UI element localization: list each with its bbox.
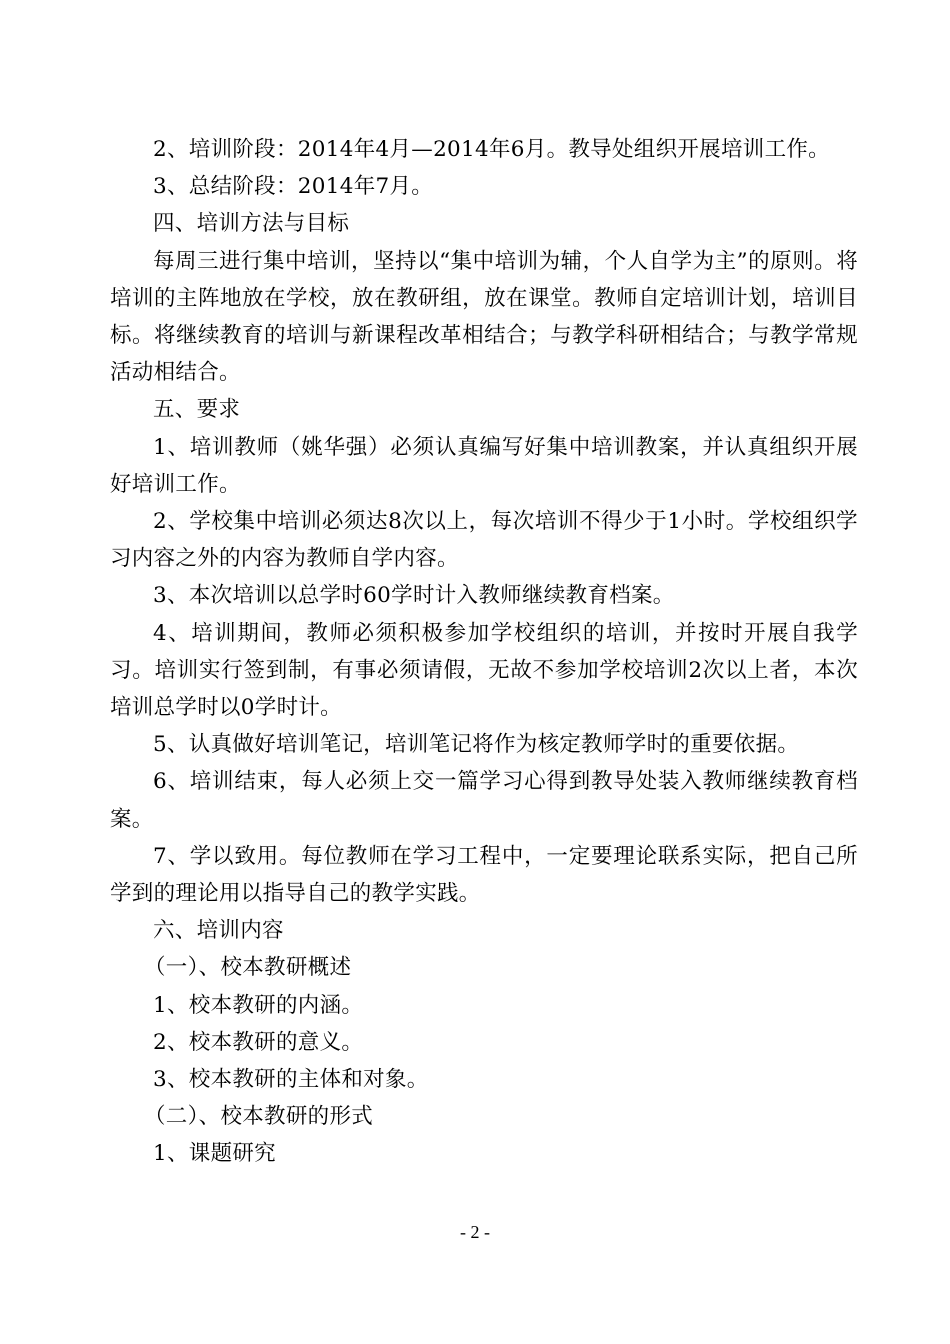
paragraph-stage-training: 2、培训阶段：2014年4月—2014年6月。教导处组织开展培训工作。: [153, 137, 830, 162]
section-heading-methods-goals: 四、培训方法与目标: [153, 211, 350, 237]
paragraph-methods-goals: 每周三进行集中培训，坚持以“集中培训为辅，个人自学为主”的原则。将培训的主阵地放在学校，放在教研组，放在课堂。教师自定培训计划，培训目标。将继续教育的培训与新课程改革相结合；与教学科研相结合；与教学常规活动相结合。: [110, 248, 858, 386]
document-body: [110, 131, 858, 1173]
section-heading-training-content: 六、培训内容: [153, 918, 284, 944]
content-item-project-research: 1、课题研究: [153, 1141, 276, 1167]
subsection-heading-forms: （二）、校本教研的形式: [144, 1104, 374, 1130]
paragraph-stage-summary: 3、总结阶段：2014年7月。: [153, 174, 434, 200]
requirement-item-2: 2、学校集中培训必须达8次以上，每次培训不得少于1小时。学校组织学习内容之外的内容为教师自学内容。: [110, 509, 858, 572]
requirement-item-7: 7、学以致用。每位教师在学习工程中，一定要理论联系实际，把自己所学到的理论用以指导自己的教学实践。: [110, 843, 858, 907]
requirement-item-4: 4、培训期间，教师必须积极参加学校组织的培训，并按时开展自我学习。培训实行签到制，有事必须请假，无故不参加学校培训2次以上者，本次培训总学时以0学时计。: [110, 620, 858, 721]
content-item-significance: 2、校本教研的意义。: [153, 1029, 364, 1055]
requirement-item-5: 5、认真做好培训笔记，培训笔记将作为核定教师学时的重要依据。: [153, 732, 800, 758]
requirement-item-6: 6、培训结束，每人必须上交一篇学习心得到教导处装入教师继续教育档案。: [110, 769, 858, 832]
section-heading-requirements: 五、要求: [153, 397, 241, 423]
requirement-item-1: 1、培训教师（姚华强）必须认真编写好集中培训教案，并认真组织开展好培训工作。: [110, 434, 858, 497]
subsection-heading-overview: （一）、校本教研概述: [144, 955, 352, 981]
content-item-subject-object: 3、校本教研的主体和对象。: [153, 1067, 429, 1093]
content-item-connotation: 1、校本教研的内涵。: [153, 992, 364, 1018]
requirement-item-3: 3、本次培训以总学时60学时计入教师继续教育档案。: [153, 583, 675, 609]
page-number: - 2 -: [460, 1222, 490, 1242]
